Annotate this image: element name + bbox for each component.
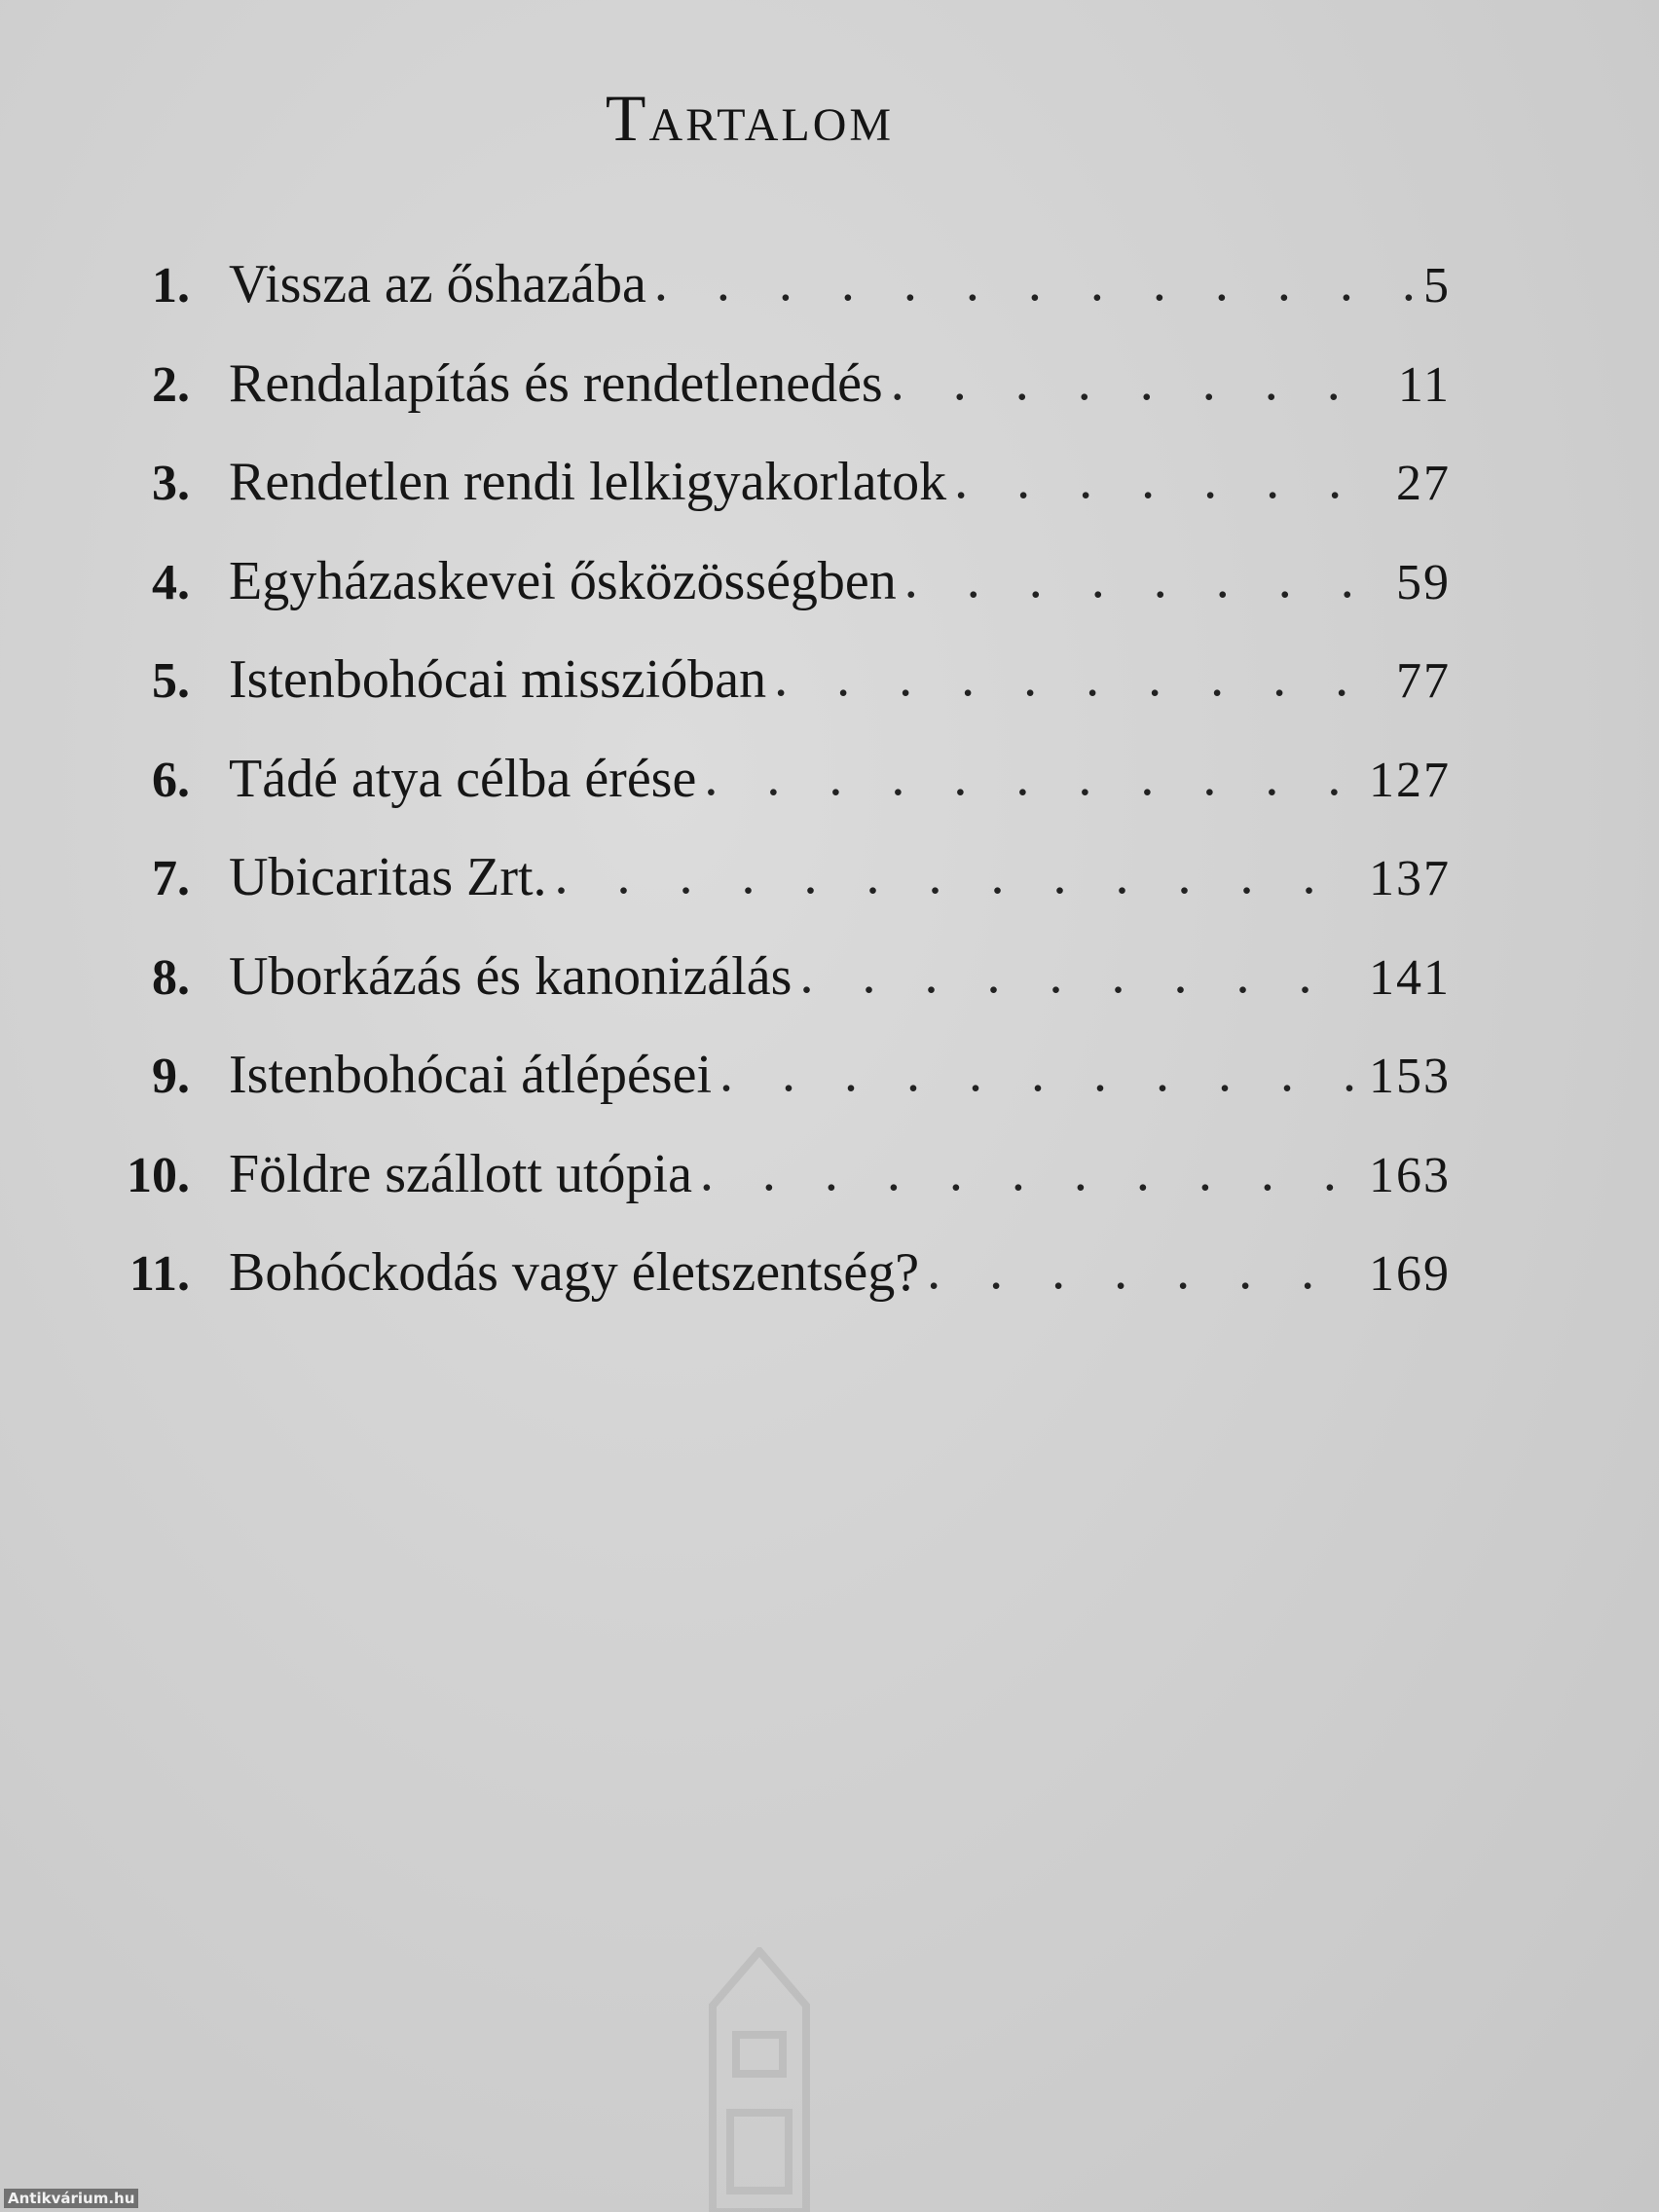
toc-entry (97, 1044, 1451, 1143)
table-of-contents (97, 253, 1451, 1341)
dot-leader (799, 943, 1361, 1006)
dot-leader (654, 251, 1416, 313)
toc-entry-number: 5. (152, 653, 190, 709)
toc-entry (97, 1143, 1451, 1242)
toc-entry-number: 6. (152, 752, 190, 808)
toc-entry-title: Istenbohócai misszióban (229, 649, 767, 710)
toc-entry (97, 648, 1451, 748)
toc-entry-number: 1. (152, 258, 190, 313)
dot-leader (774, 646, 1388, 709)
toc-entry-page: 153 (1369, 1049, 1451, 1104)
dot-leader (555, 844, 1361, 906)
toc-entry-title: Rendetlen rendi lelkigyakorlatok (229, 452, 947, 512)
toc-entry (97, 352, 1451, 452)
dot-leader (954, 449, 1388, 511)
toc-entry-title: Bohóckodás vagy életszentség? (229, 1242, 920, 1303)
dot-leader (704, 746, 1361, 808)
toc-entry-title: Vissza az őshazába (229, 254, 646, 314)
toc-entry (97, 1241, 1451, 1341)
toc-entry-number: 10. (127, 1147, 190, 1203)
toc-entry-number: 4. (152, 554, 190, 610)
toc-entry-page: 27 (1396, 456, 1451, 511)
toc-entry (97, 253, 1451, 352)
toc-entry-page: 141 (1369, 949, 1451, 1006)
dot-leader (719, 1042, 1361, 1104)
toc-entry-number: 3. (152, 456, 190, 511)
toc-entry (97, 846, 1451, 945)
toc-entry-page: 77 (1396, 653, 1451, 709)
toc-entry-number: 2. (152, 356, 190, 413)
toc-entry-title: Tádé atya célba érése (229, 748, 697, 809)
site-watermark: Antikvárium.hu (4, 2189, 138, 2208)
toc-entry (97, 451, 1451, 550)
toc-entry-title: Rendalapítás és rendetlenedés (229, 352, 883, 414)
toc-entry-number: 8. (152, 949, 190, 1006)
toc-entry-title: Istenbohócai átlépései (229, 1045, 713, 1105)
dot-leader (927, 1239, 1361, 1302)
toc-entry (97, 748, 1451, 847)
toc-entry-page: 127 (1369, 752, 1451, 808)
toc-entry-page: 137 (1369, 851, 1451, 906)
toc-entry-page: 169 (1369, 1246, 1451, 1302)
dot-leader (891, 350, 1390, 413)
page-title: Tartalom (605, 81, 895, 155)
toc-entry-page: 11 (1397, 356, 1451, 413)
faint-emblem-icon (682, 1947, 837, 2212)
toc-entry-title: Uborkázás és kanonizálás (229, 945, 793, 1007)
toc-entry-page: 163 (1369, 1147, 1451, 1203)
toc-entry-page: 59 (1396, 554, 1451, 610)
toc-entry-number: 11. (129, 1246, 190, 1302)
toc-entry-title: Ubicaritas Zrt. (229, 847, 547, 907)
toc-entry-number: 7. (152, 851, 190, 906)
toc-entry-title: Egyházaskevei ősközösségben (229, 550, 897, 611)
toc-entry-number: 9. (152, 1049, 190, 1104)
dot-leader (700, 1141, 1361, 1203)
dot-leader (904, 548, 1388, 610)
toc-entry (97, 550, 1451, 649)
toc-entry-title: Földre szállott utópia (229, 1143, 692, 1204)
toc-entry (97, 945, 1451, 1045)
toc-entry-page: 5 (1423, 258, 1451, 313)
